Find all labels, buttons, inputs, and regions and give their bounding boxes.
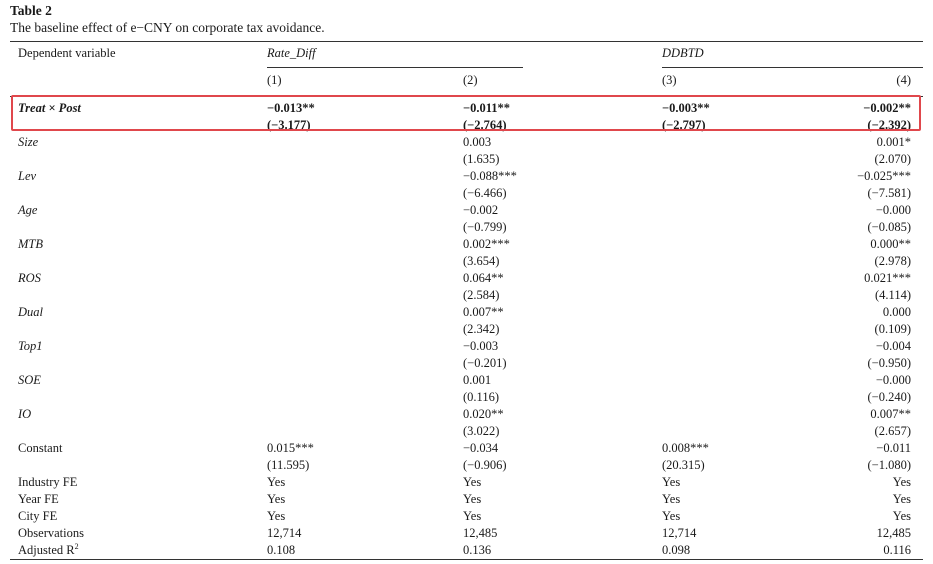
value-cell: Yes	[892, 509, 911, 523]
bottom-rule	[10, 559, 923, 560]
dependent-variable-header: Dependent variable	[18, 46, 116, 60]
row-label: Constant	[18, 441, 63, 455]
value-cell: Yes	[463, 475, 482, 489]
value-cell: Yes	[892, 492, 911, 506]
table-row	[10, 389, 923, 406]
t-stat-cell: (20.315)	[662, 458, 705, 472]
table-row	[10, 168, 923, 185]
row-label: Year FE	[18, 492, 59, 506]
value-cell: 12,714	[662, 526, 697, 540]
coefficient-cell: 0.008***	[662, 441, 709, 455]
table-row	[10, 542, 923, 559]
group-header-rate-diff: Rate_Diff	[267, 46, 316, 60]
value-cell: 12,714	[267, 526, 302, 540]
table-caption: The baseline effect of e−CNY on corporate tax avoidance.	[10, 20, 325, 35]
table-label: Table 2	[10, 3, 52, 18]
t-stat-cell: (1.635)	[463, 152, 500, 166]
row-label: Industry FE	[18, 475, 78, 489]
value-cell: 12,485	[876, 526, 911, 540]
coefficient-cell: 0.000	[882, 305, 911, 319]
table-row	[10, 457, 923, 474]
column-header-1: (1)	[267, 73, 282, 87]
table-row	[10, 508, 923, 525]
coefficient-cell: −0.011**	[463, 101, 511, 115]
coefficient-cell: −0.025***	[857, 169, 911, 183]
coefficient-cell: 0.021***	[864, 271, 911, 285]
row-label: City FE	[18, 509, 58, 523]
row-label: IO	[18, 407, 32, 421]
top-rule	[10, 41, 923, 42]
row-label: Observations	[18, 526, 84, 540]
coefficient-cell: 0.020**	[463, 407, 504, 421]
row-label: Lev	[18, 169, 37, 183]
row-label: MTB	[18, 237, 43, 251]
t-stat-cell: (2.657)	[874, 424, 911, 438]
t-stat-cell: (4.114)	[875, 288, 911, 302]
coefficient-cell: −0.003	[463, 339, 499, 353]
table-row	[10, 321, 923, 338]
value-cell: 0.116	[883, 543, 911, 557]
t-stat-cell: (3.654)	[463, 254, 500, 268]
value-cell: Yes	[662, 509, 681, 523]
coefficient-cell: −0.034	[463, 441, 499, 455]
t-stat-cell: (−3.177)	[267, 118, 311, 132]
table-row	[10, 406, 923, 423]
t-stat-cell: (−2.797)	[662, 118, 706, 132]
t-stat-cell: (−0.906)	[463, 458, 507, 472]
coefficient-cell: 0.001	[463, 373, 492, 387]
value-cell: 0.136	[463, 543, 492, 557]
t-stat-cell: (−0.085)	[867, 220, 911, 234]
coefficient-cell: 0.064**	[463, 271, 504, 285]
row-label: Adjusted $R^2$	[18, 542, 79, 557]
table-row	[10, 253, 923, 270]
coefficient-cell: −0.004	[875, 339, 911, 353]
column-header-3: (3)	[662, 73, 677, 87]
row-label: SOE	[18, 373, 41, 387]
table-row	[10, 355, 923, 372]
row-label: ROS	[18, 271, 41, 285]
row-label: Top1	[18, 339, 43, 353]
t-stat-cell: (−0.240)	[867, 390, 911, 404]
row-label: Age	[18, 203, 38, 217]
group-header-ddbtd: DDBTD	[662, 46, 704, 60]
column-header-4: (4)	[896, 73, 911, 87]
table-row	[10, 219, 923, 236]
table-row	[10, 134, 923, 151]
row-label: Treat × Post	[18, 101, 81, 115]
table-row	[10, 491, 923, 508]
table-row	[10, 525, 923, 542]
table-container	[10, 3, 923, 557]
value-cell: Yes	[267, 492, 286, 506]
coefficient-cell: −0.000	[875, 373, 911, 387]
table-row	[10, 423, 923, 440]
value-cell: Yes	[463, 492, 482, 506]
column-header-2: (2)	[463, 73, 478, 87]
coefficient-cell: 0.002***	[463, 237, 510, 251]
coefficient-cell: 0.007**	[870, 407, 911, 421]
t-stat-cell: (−7.581)	[867, 186, 911, 200]
table-row	[10, 151, 923, 168]
coefficient-cell: −0.000	[875, 203, 911, 217]
group-underline-ddbtd	[662, 67, 923, 68]
value-cell: Yes	[662, 492, 681, 506]
coefficient-cell: 0.003	[463, 135, 492, 149]
coefficient-cell: −0.003**	[662, 101, 710, 115]
coefficient-cell: 0.015***	[267, 441, 314, 455]
value-cell: Yes	[662, 475, 681, 489]
t-stat-cell: (−0.799)	[463, 220, 507, 234]
value-cell: 0.108	[267, 543, 296, 557]
value-cell: Yes	[892, 475, 911, 489]
table-row	[10, 202, 923, 219]
t-stat-cell: (−6.466)	[463, 186, 507, 200]
group-underline-rate-diff	[267, 67, 523, 68]
coefficient-cell: −0.088***	[463, 169, 517, 183]
value-cell: Yes	[463, 509, 482, 523]
t-stat-cell: (2.584)	[463, 288, 500, 302]
coefficient-cell: −0.013**	[267, 101, 315, 115]
t-stat-cell: (−2.392)	[867, 118, 911, 132]
t-stat-cell: (−1.080)	[867, 458, 911, 472]
value-cell: Yes	[267, 509, 286, 523]
table-row	[10, 372, 923, 389]
table-body	[10, 100, 923, 559]
coefficient-cell: −0.011	[876, 441, 911, 455]
t-stat-cell: (−2.764)	[463, 118, 507, 132]
table-row	[10, 287, 923, 304]
table-row	[10, 338, 923, 355]
coefficient-cell: 0.007**	[463, 305, 504, 319]
t-stat-cell: (0.116)	[463, 390, 499, 404]
t-stat-cell: (2.070)	[874, 152, 911, 166]
coefficient-cell: −0.002	[463, 203, 499, 217]
value-cell: 12,485	[463, 526, 498, 540]
t-stat-cell: (2.978)	[874, 254, 911, 268]
t-stat-cell: (−0.950)	[867, 356, 911, 370]
t-stat-cell: (−0.201)	[463, 356, 507, 370]
t-stat-cell: (11.595)	[267, 458, 310, 472]
table-row	[10, 270, 923, 287]
t-stat-cell: (0.109)	[874, 322, 911, 336]
value-cell: Yes	[267, 475, 286, 489]
row-label: Dual	[18, 305, 43, 319]
coefficient-cell: 0.001*	[876, 135, 911, 149]
t-stat-cell: (3.022)	[463, 424, 500, 438]
value-cell: 0.098	[662, 543, 691, 557]
table-row	[10, 304, 923, 321]
highlight-box	[11, 95, 921, 131]
coefficient-cell: 0.000**	[870, 237, 911, 251]
t-stat-cell: (2.342)	[463, 322, 500, 336]
row-label: Size	[18, 135, 39, 149]
table-row	[10, 440, 923, 457]
coefficient-cell: −0.002**	[863, 101, 911, 115]
table-row	[10, 236, 923, 253]
table-row	[10, 185, 923, 202]
table-row	[10, 474, 923, 491]
